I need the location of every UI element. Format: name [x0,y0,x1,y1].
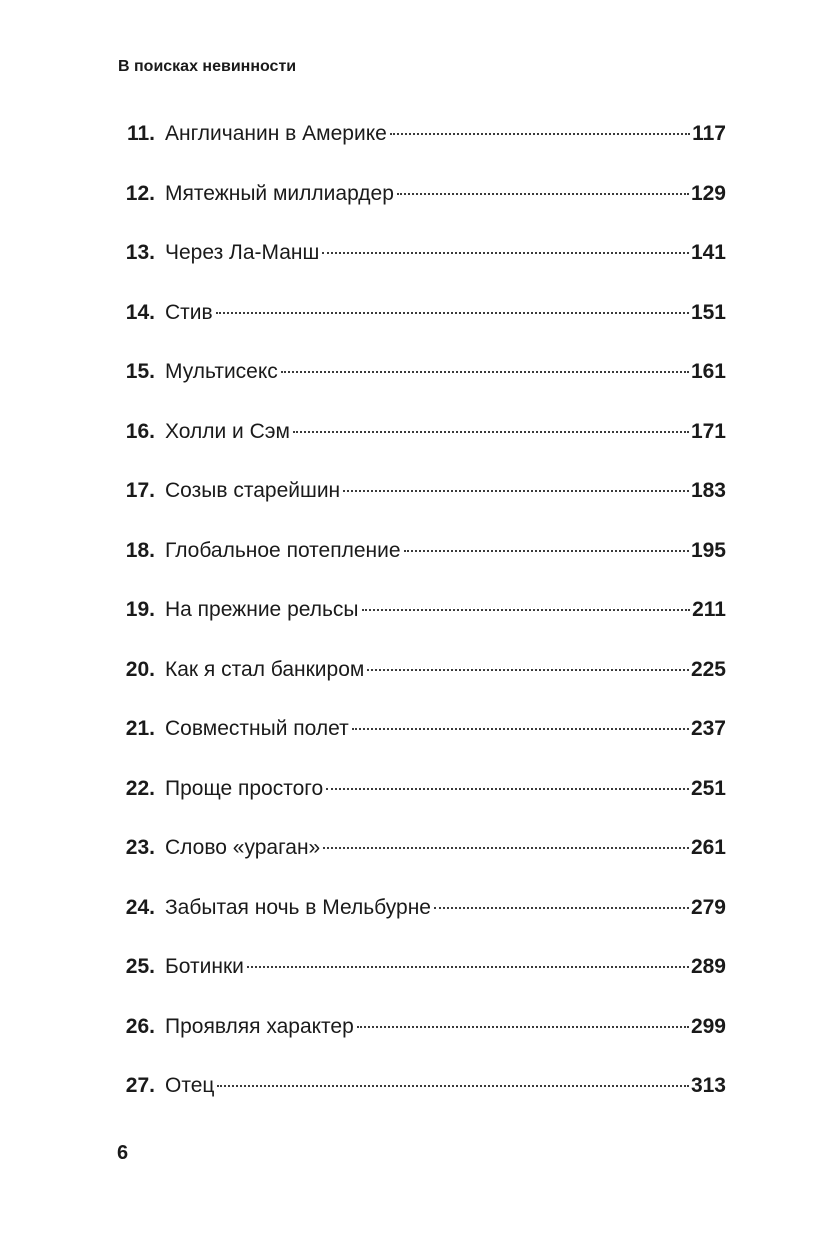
toc-entry-title: Стив [165,300,213,324]
toc-entry-title: Ботинки [165,955,244,978]
toc-entry-number: 14. [125,300,155,324]
toc-entry-page: 161 [690,360,726,383]
toc-entry-title: Через Ла-Манш [165,241,320,264]
toc-entry-title: Отец [165,1074,215,1097]
toc-entry-page: 261 [690,836,726,859]
toc-entry-number: 12. [125,181,155,205]
dot-leader [281,371,689,373]
dot-leader [323,847,689,849]
toc-entry-number: 13. [125,241,155,264]
toc-entry-number: 24. [125,895,155,919]
toc-entry-number: 25. [125,955,155,978]
toc-entry-page: 279 [690,895,726,919]
toc-entry-22 [0,772,833,832]
toc-entry-number: 21. [125,717,155,740]
dot-leader [390,133,690,135]
toc-entry-26 [0,1010,833,1070]
toc-entry-page: 183 [690,479,726,502]
dot-leader [322,252,689,254]
dot-leader [343,490,689,492]
toc-entry-number: 18. [125,538,155,562]
dot-leader [326,788,689,790]
toc-entry-number: 23. [125,836,155,859]
table-of-contents [0,117,833,1129]
toc-entry-title: На прежние рельсы [165,598,359,621]
toc-entry-page: 225 [690,657,726,681]
toc-entry-number: 22. [125,776,155,800]
toc-entry-21 [0,712,833,772]
toc-entry-title: Слово «ураган» [165,836,321,859]
toc-entry-page: 251 [690,776,726,800]
toc-entry-17 [0,474,833,534]
toc-entry-title: Глобальное потепление [165,538,401,562]
toc-entry-title: Проще простого [165,776,324,800]
toc-entry-title: Холли и Сэм [165,419,290,443]
dot-leader [352,728,689,730]
toc-entry-25 [0,950,833,1010]
toc-entry-18 [0,534,833,594]
toc-entry-page: 151 [690,300,726,324]
toc-entry-page: 289 [690,955,726,978]
toc-entry-number: 20. [125,657,155,681]
toc-entry-number: 26. [125,1014,155,1038]
toc-entry-15 [0,355,833,415]
toc-entry-title: Как я стал банкиром [165,657,365,681]
toc-entry-page: 129 [690,181,726,205]
toc-entry-14 [0,296,833,356]
dot-leader [247,966,689,968]
toc-entry-page: 195 [690,538,726,562]
toc-entry-13 [0,236,833,296]
toc-entry-number: 15. [125,360,155,383]
dot-leader [216,312,689,314]
toc-entry-12 [0,177,833,237]
toc-entry-title: Англичанин в Америке [165,122,387,145]
toc-entry-title: Мятежный миллиардер [165,181,394,205]
dot-leader [404,550,689,552]
dot-leader [397,193,689,195]
toc-entry-title: Совместный полет [165,717,349,740]
dot-leader [217,1085,689,1087]
dot-leader [434,907,689,909]
toc-entry-title: Забытая ночь в Мельбурне [165,895,431,919]
toc-entry-number: 17. [125,479,155,502]
dot-leader [362,609,691,611]
toc-entry-page: 237 [690,717,726,740]
toc-entry-number: 16. [125,419,155,443]
toc-entry-23 [0,831,833,891]
toc-entry-number: 27. [125,1074,155,1097]
toc-entry-page: 141 [690,241,726,264]
toc-entry-title: Мультисекс [165,360,278,383]
toc-entry-16 [0,415,833,475]
toc-entry-title: Проявляя характер [165,1014,354,1038]
toc-entry-title: Созыв старейшин [165,479,341,502]
toc-entry-11 [0,117,833,177]
running-head: В поисках невинности [118,58,297,75]
dot-leader [357,1026,689,1028]
toc-entry-page: 299 [690,1014,726,1038]
page-number: 6 [117,1142,129,1164]
dot-leader [367,669,689,671]
toc-entry-number: 19. [125,598,155,621]
dot-leader [293,431,689,433]
toc-entry-20 [0,653,833,713]
toc-entry-number: 11. [126,122,155,145]
toc-entry-page: 171 [690,419,726,443]
toc-entry-19 [0,593,833,653]
toc-entry-24 [0,891,833,951]
toc-entry-page: 117 [692,122,726,145]
toc-entry-page: 211 [692,598,726,621]
toc-entry-page: 313 [690,1074,726,1097]
toc-entry-27 [0,1069,833,1129]
